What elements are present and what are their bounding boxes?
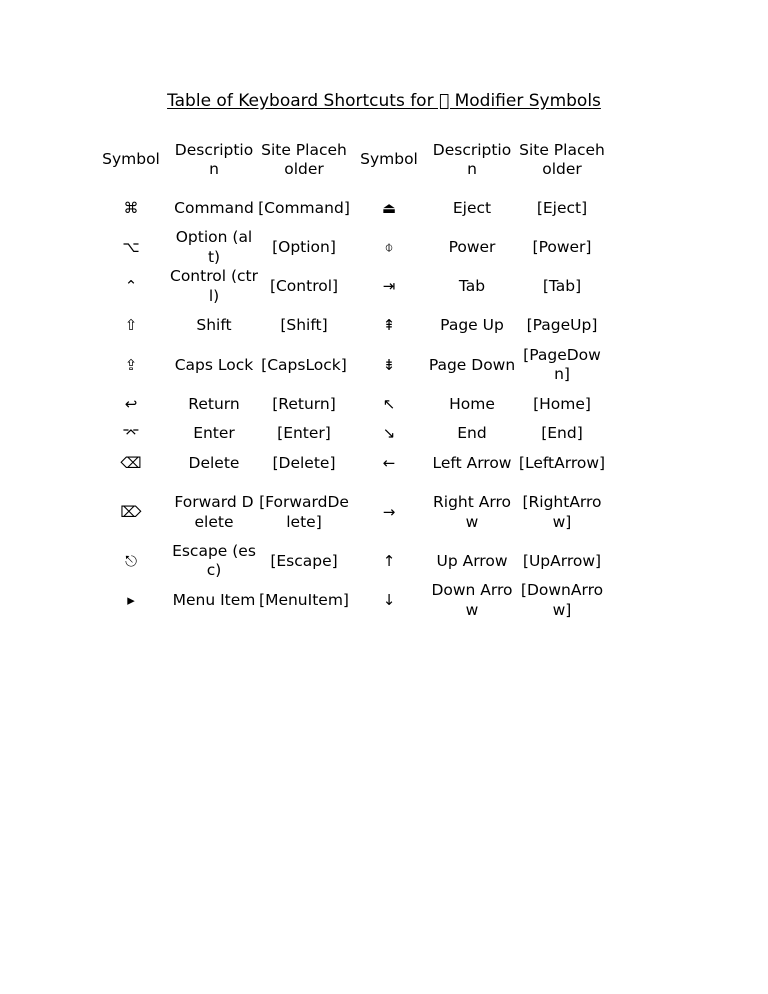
description-cell: Delete (188, 453, 240, 472)
placeholder-cell: [PageDown] (523, 345, 601, 384)
description-cell: Caps Lock (174, 355, 254, 374)
description-cell: Control (ctrl) (170, 267, 258, 305)
description-cell: Page Up (440, 316, 504, 335)
placeholder-cell: [PageUp] (526, 316, 598, 335)
placeholder-cell: [UpArrow] (522, 551, 602, 570)
table-row (92, 581, 608, 620)
table-row (92, 542, 608, 581)
description-cell: Eject (452, 198, 492, 217)
description-cell: Tab (458, 277, 486, 296)
placeholder-cell: [MenuItem] (259, 590, 349, 609)
description-cell: End (457, 424, 487, 443)
placeholder-cell: [Power] (532, 238, 592, 257)
description-cell: Enter (193, 424, 235, 443)
placeholder-cell: [Control] (269, 277, 339, 296)
header-symbol: Symbol (360, 150, 418, 169)
return-icon: ↩ (124, 394, 138, 413)
menu-item-icon: ▸ (127, 590, 135, 609)
description-cell: Option (alt) (175, 228, 253, 266)
table-row (92, 424, 608, 444)
description-cell: Down Arrow (431, 581, 513, 619)
tab-icon: ⇥ (382, 277, 396, 296)
caps-lock-icon: ⇪ (124, 355, 138, 374)
eject-icon: ⏏ (381, 198, 397, 217)
description-cell: Escape (esc) (172, 541, 256, 580)
description-cell: Menu Item (172, 590, 256, 609)
forward-delete-icon: ⌦ (120, 502, 142, 521)
shortcuts-table (92, 131, 608, 620)
placeholder-cell: [Command] (258, 198, 350, 217)
placeholder-cell: [Escape] (270, 551, 338, 570)
shift-icon: ⇧ (124, 316, 138, 335)
delete-icon: ⌫ (120, 453, 142, 472)
placeholder-cell: [LeftArrow] (518, 453, 606, 472)
right-arrow-icon: → (382, 502, 396, 521)
header-site-placeholder: Site Placeholder (261, 140, 347, 178)
page-up-icon: ⇞ (382, 316, 396, 335)
placeholder-cell: [Return] (272, 394, 336, 413)
description-cell: Page Down (428, 355, 516, 374)
table-row (92, 267, 608, 306)
placeholder-cell: [Eject] (536, 198, 588, 217)
placeholder-cell: [Tab] (542, 277, 582, 296)
placeholder-cell: [Shift] (280, 316, 328, 335)
table-row (92, 483, 608, 542)
description-cell: Left Arrow (432, 453, 512, 472)
placeholder-cell: [Option] (272, 238, 336, 257)
command-icon: ⌘ (123, 198, 139, 217)
placeholder-cell: [End] (541, 424, 583, 443)
control-icon: ⌃ (124, 277, 138, 296)
table-row (92, 385, 608, 424)
placeholder-cell: [Delete] (272, 453, 336, 472)
power-icon: ⌽ (384, 238, 394, 257)
header-site-placeholder: Site Placeholder (519, 140, 605, 178)
table-row (92, 444, 608, 483)
description-cell: Home (449, 394, 495, 413)
header-description: Description (174, 140, 254, 178)
placeholder-cell: [ForwardDelete] (259, 493, 349, 531)
escape-icon: ⎋ (125, 551, 137, 570)
page-title: Table of Keyboard Shortcuts for Modifier Symbols (174, 91, 594, 111)
description-cell: Command (174, 198, 254, 217)
header-description: Description (432, 140, 512, 178)
table-header-row (92, 131, 608, 189)
down-arrow-icon: ↓ (382, 590, 396, 609)
table-row (92, 346, 608, 385)
description-cell: Shift (196, 316, 232, 335)
description-cell: Up Arrow (436, 551, 508, 570)
placeholder-cell: [RightArrow] (522, 493, 602, 531)
end-icon: ↘ (382, 424, 396, 443)
description-cell: Forward Delete (174, 493, 254, 531)
placeholder-cell: [DownArrow] (520, 581, 604, 619)
placeholder-cell: [CapsLock] (261, 355, 347, 374)
description-cell: Return (188, 394, 240, 413)
table-row (92, 307, 608, 346)
up-arrow-icon: ↑ (382, 551, 396, 570)
page-down-icon: ⇟ (382, 355, 396, 374)
option-icon: ⌥ (122, 238, 140, 257)
left-arrow-icon: ← (382, 453, 396, 472)
enter-icon: ⌤ (122, 424, 140, 443)
placeholder-cell: [Home] (533, 394, 591, 413)
home-icon: ↖ (382, 394, 396, 413)
placeholder-cell: [Enter] (277, 424, 331, 443)
description-cell: Power (448, 238, 496, 257)
table-row (92, 189, 608, 228)
header-symbol: Symbol (102, 150, 160, 169)
table-row (92, 228, 608, 267)
description-cell: Right Arrow (433, 493, 511, 531)
